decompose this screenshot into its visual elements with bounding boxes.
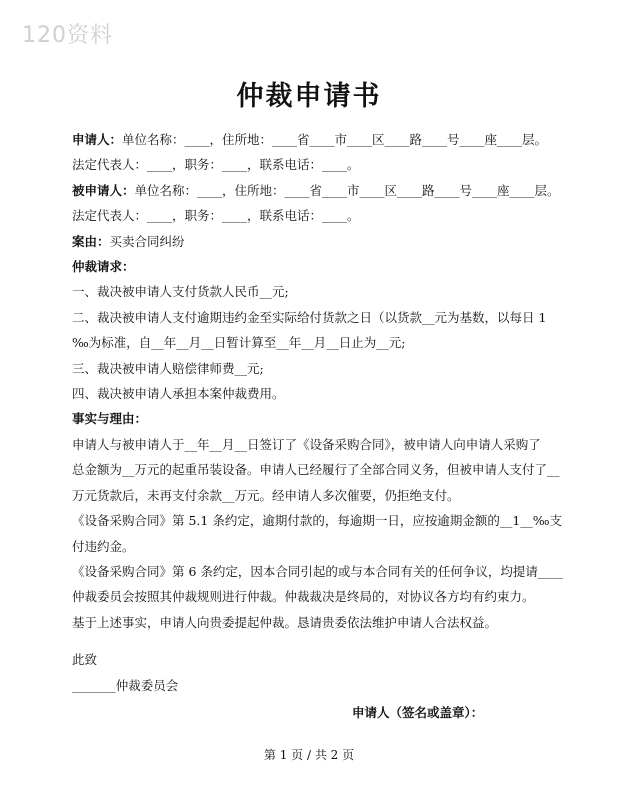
- applicant-line-1: [72, 127, 552, 152]
- request-item-4: 四、裁决被申请人承担本案仲裁费用。: [72, 386, 285, 402]
- facts-line-7: 仲裁委员会按照其仲裁规则进行仲裁。仲裁裁决是终局的，对协议各方均有约束力。: [72, 589, 535, 605]
- document-title: 仲裁申请书: [236, 81, 382, 112]
- facts-line-1: 申请人与被申请人于__年__月__日签订了《设备采购合同》，被申请人向申请人采购了: [72, 436, 541, 452]
- facts-line-4: 《设备采购合同》第 5.1 条约定，逾期付款的，每逾期一日，应按逾期金额的__1__‰支: [72, 513, 563, 529]
- facts-line-6: 《设备采购合同》第 6 条约定，因本合同引起的或与本合同有关的任何争议，均提请____: [72, 563, 563, 579]
- request-item-2: 二、裁决被申请人支付逾期违约金至实际给付货款之日（以货款__元为基数，以每日 1: [72, 309, 547, 325]
- addressee-committee: _______仲裁委员会: [72, 678, 179, 693]
- page-indicator: 第 1 页 / 共 2 页: [263, 748, 355, 762]
- request-item-1: 一、裁决被申请人支付货款人民币__元;: [72, 284, 289, 300]
- request-item-2-cont: ‰为标准，自__年__月__日暂计算至__年__月__日止为__元;: [72, 335, 406, 351]
- applicant-address: 单位名称：____，住所地：____省____市____区____路____号____座____层。: [122, 132, 548, 147]
- signature-line: 申请人（签名或盖章）：: [352, 705, 484, 720]
- respondent-address: 单位名称：____，住所地：____省____市____区____路____号____座____层。: [134, 182, 560, 198]
- applicant-line-2: 法定代表人：____，职务：____，联系电话：____。: [72, 157, 360, 173]
- facts-line-2: 总金额为__万元的起重吊装设备。申请人已经履行了全部合同义务，但被申请人支付了__: [72, 462, 560, 478]
- respondent-label: 被申请人：: [72, 182, 135, 198]
- request-item-3: 三、裁决被申请人赔偿律师费__元;: [72, 360, 264, 376]
- facts-line-8: 基于上述事实，申请人向贵委提起仲裁。恳请贵委依法维护申请人合法权益。: [72, 614, 498, 630]
- document-body: [72, 127, 563, 635]
- watermark: 120资料: [22, 23, 113, 48]
- cause-text: 买卖合同纠纷: [109, 233, 185, 249]
- applicant-label: 申请人：: [72, 132, 123, 147]
- facts-line-5: 付违约金。: [72, 538, 135, 554]
- facts-line-3: 万元货款后，未再支付余款__万元。经申请人多次催要，仍拒绝支付。: [72, 487, 460, 503]
- respondent-line-1: [72, 178, 560, 203]
- facts-heading: 事实与理由：: [72, 411, 148, 427]
- closing-salutation: 此致: [72, 652, 98, 667]
- cause-line: [72, 229, 552, 254]
- cause-label: 案由：: [72, 233, 110, 249]
- respondent-line-2: 法定代表人：____，职务：____，联系电话：____。: [72, 208, 360, 224]
- requests-heading: 仲裁请求：: [72, 259, 135, 275]
